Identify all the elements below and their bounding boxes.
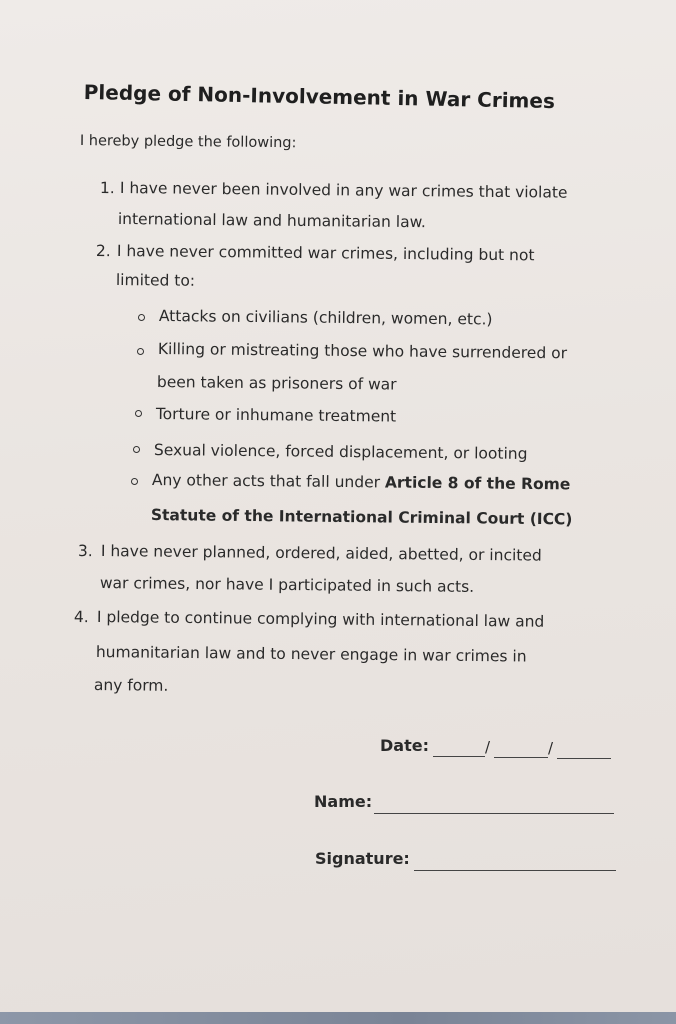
item-2-line-2: limited to: <box>115 271 196 290</box>
item-4-line-2: humanitarian law and to never engage in war crimes in <box>95 643 527 666</box>
bullet-icon <box>135 410 142 417</box>
bullet-icon <box>137 348 144 355</box>
item-2-line-1: I have never committed war crimes, including but not <box>116 242 535 265</box>
item-4-line-1: I pledge to continue complying with international law and <box>96 608 545 631</box>
bullet-icon <box>133 446 140 453</box>
article-reference: Article 8 of the Rome <box>384 473 571 494</box>
subitem-2-line-1: Killing or mistreating those who have surrendered or <box>157 340 568 363</box>
item-1-number: 1. <box>99 179 115 198</box>
bullet-icon <box>131 478 138 485</box>
subitem-5-line-2: Statute of the International Criminal Court (ICC) <box>150 506 573 529</box>
date-year-field[interactable] <box>557 758 611 759</box>
subitem-3-line-1: Torture or inhumane treatment <box>155 405 397 426</box>
subitem-5-plain-text: Any other acts that fall under <box>151 471 386 492</box>
name-field[interactable] <box>374 813 614 814</box>
item-3-number: 3. <box>77 542 93 561</box>
item-2-number: 2. <box>95 242 111 261</box>
item-4-number: 4. <box>73 608 89 627</box>
item-3-line-1: I have never planned, ordered, aided, abetted, or incited <box>100 542 542 565</box>
desk-surface <box>0 1012 676 1024</box>
item-1-line-2: international law and humanitarian law. <box>117 210 426 232</box>
date-label: Date: <box>380 736 429 755</box>
subitem-1-line-1: Attacks on civilians (children, women, etc.) <box>158 307 493 329</box>
date-day-field[interactable] <box>433 756 485 757</box>
subitem-4-line-1: Sexual violence, forced displacement, or looting <box>153 441 528 463</box>
date-month-field[interactable] <box>494 757 548 758</box>
intro-text: I hereby pledge the following: <box>79 133 297 152</box>
name-label: Name: <box>314 792 373 811</box>
page-title: Pledge of Non-Involvement in War Crimes <box>83 80 556 114</box>
item-3-line-2: war crimes, nor have I participated in such acts. <box>99 574 475 596</box>
date-separator-2: / <box>548 739 554 757</box>
item-1-line-1: I have never been involved in any war crimes that violate <box>119 179 568 202</box>
subitem-2-line-2: been taken as prisoners of war <box>156 373 397 394</box>
date-separator-1: / <box>485 738 491 756</box>
signature-label: Signature: <box>315 849 410 868</box>
bullet-icon <box>138 314 145 321</box>
item-4-line-3: any form. <box>93 676 169 695</box>
signature-field[interactable] <box>414 870 616 871</box>
